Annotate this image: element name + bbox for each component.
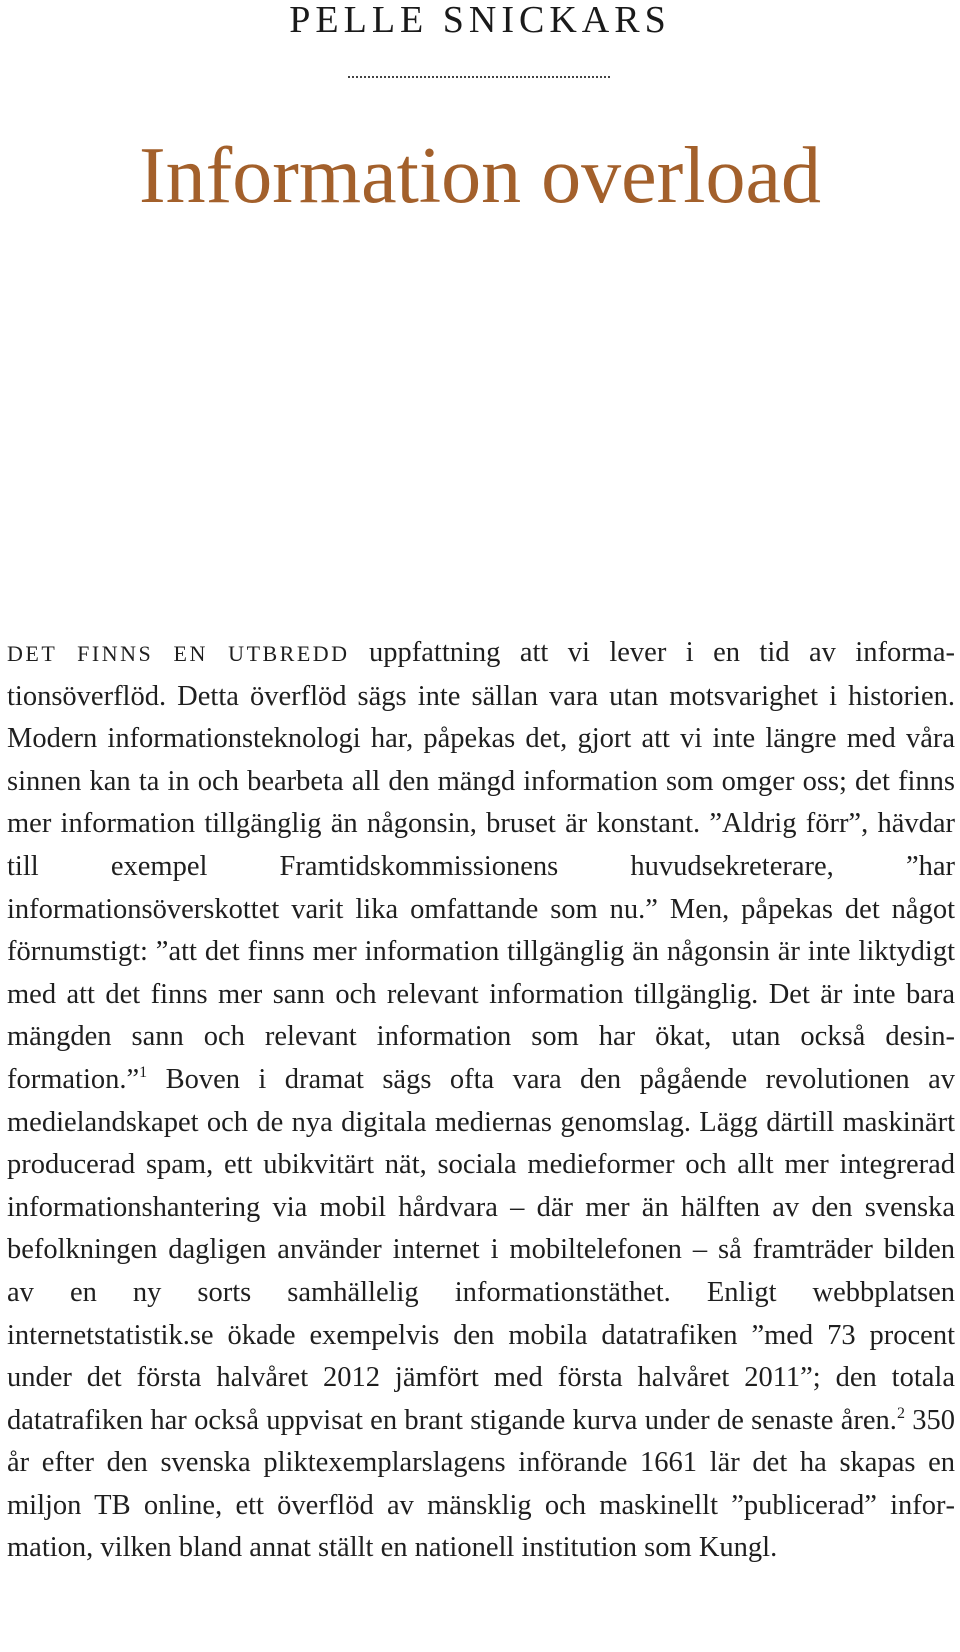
footnote-ref-1[interactable]: 1 xyxy=(139,1063,148,1081)
body-segment-2: Boven i dramat sägs ofta vara den pågående revolutionen av medielandskapet och de nya digitala mediernas genomslag. Lägg därtill maskinärt producerad spam, ett ubikvitärt nät, sociala medieformer och allt mer integrerad informationshantering via mobil hårdvara – där mer än hälften av den svenska befolkningen dagligen använder internet i mobiltelefonen – så framträder bilden av en ny sorts samhällelig informationstäthet. Enligt webbplatsen internetstatistik.se ökade exempelvis den mobila datatrafiken ”med 73 procent under det första halvåret 2012 jämfört med första halvåret 2011”; den totala datatrafiken har också uppvisat en brant stigande kurva under de senaste åren. xyxy=(7,1063,955,1436)
article-body xyxy=(7,632,955,1570)
lead-in-smallcaps: DET FINNS EN UTBREDD xyxy=(7,641,350,666)
author-name: PELLE SNICKARS xyxy=(289,0,671,41)
body-segment-1: uppfattning att vi lever i en tid av informationsöverflöd. Detta överflöd sägs inte sällan vara utan motsvarighet i historien. Modern informationsteknologi har, påpekas det, gjort att vi inte längre med våra sinnen kan ta in och bearbeta all den mängd information som omger oss; det finns mer information tillgänglig än någonsin, bruset är konstant. ”Aldrig förr”, hävdar till exempel Framtidskommissionens huvudsekreterare, ”har informationsöverskottet varit lika omfattande som nu.” Men, påpekas det något förnumstigt: ”att det finns mer information tillgänglig än någonsin är inte liktydigt med att det finns mer sann och relevant information tillgänglig. Det är inte bara mängden sann och relevant information som har ökat, utan också desinformation.” xyxy=(7,637,955,1095)
footnote-ref-2[interactable]: 2 xyxy=(896,1404,905,1422)
chapter-title: Information overload xyxy=(139,132,821,220)
dotted-divider xyxy=(348,76,610,78)
body-segment-3: 350 år efter den svenska pliktexemplarslagens införande 1661 lär det ha skapas en miljon TB online, ett överflöd av mänsklig och maskinellt ”publicerad” information, vilken bland annat ställt en nationell institution som Kungl. xyxy=(7,1404,955,1564)
